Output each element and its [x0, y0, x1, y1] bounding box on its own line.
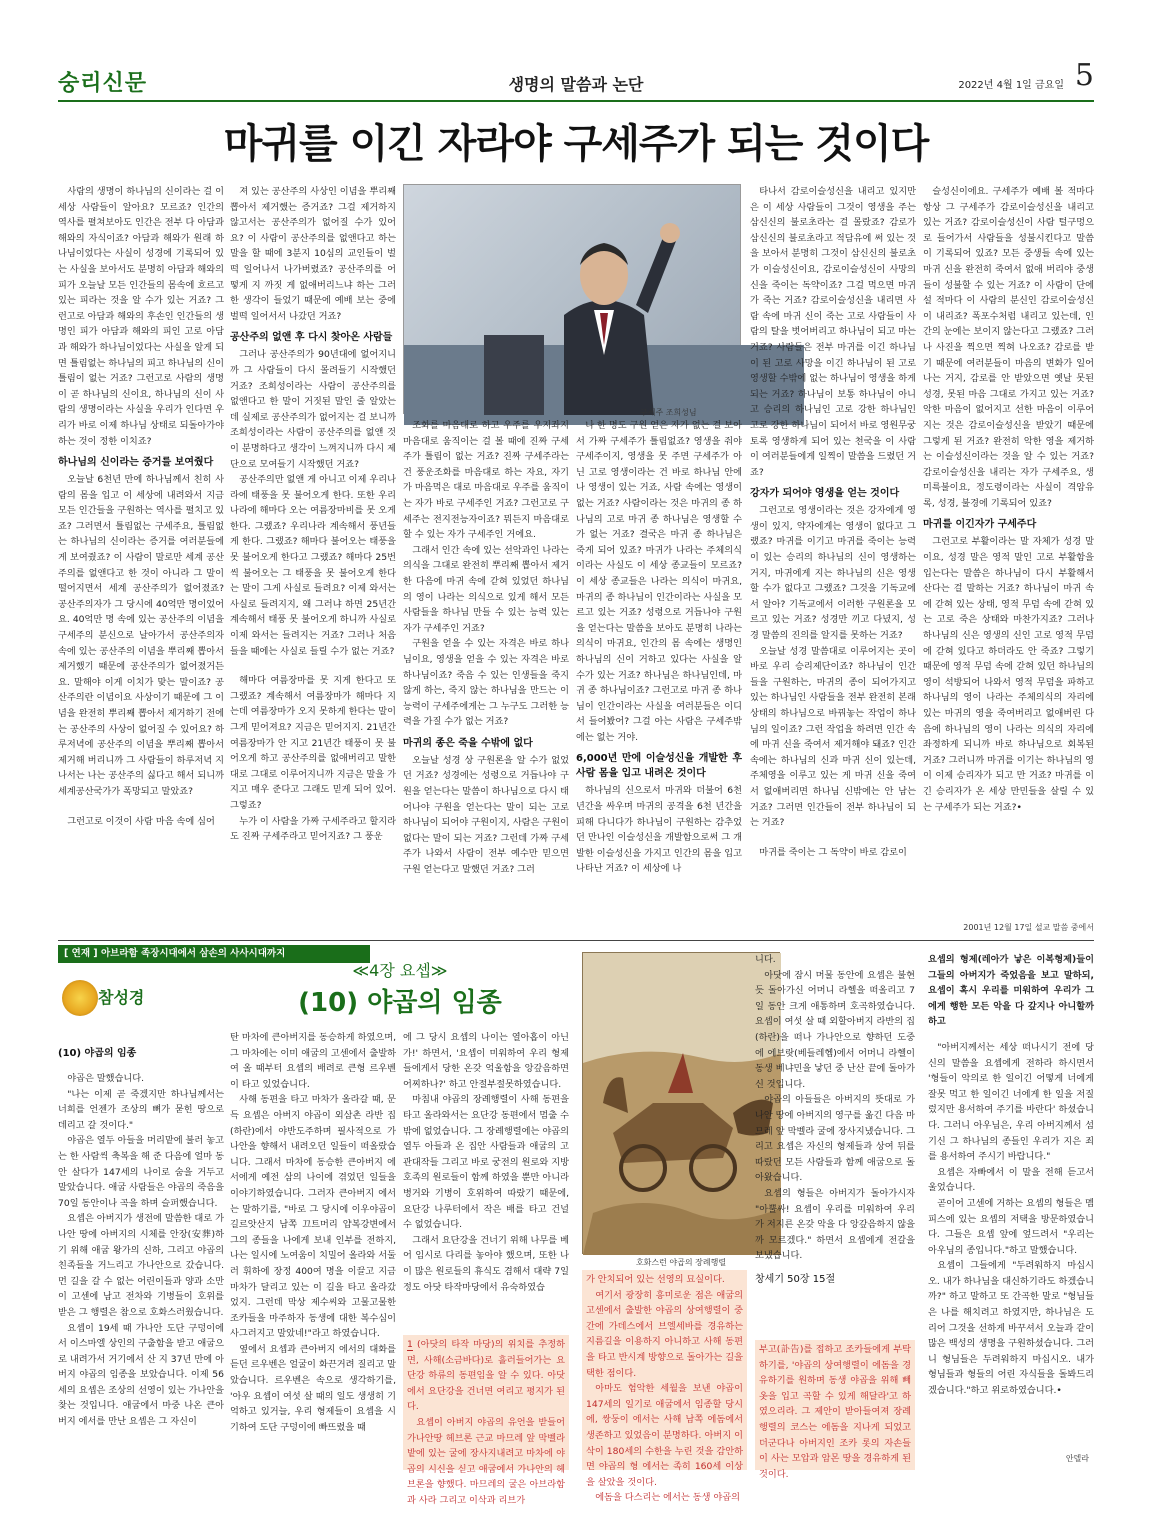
- footnote-text: (아닷의 타작 마당)의 위치를 추정하면, 사해(소금바다)로 흘러들어가는 요단강 하류의 동편임을 알 수 있다. 아닷에서 요단강을 건너면 여리고 평지가 된다.: [407, 1339, 566, 1413]
- series-writer: 안델라: [1065, 1454, 1089, 1463]
- paragraph: 그런고로 부활이라는 말 자체가 성경 말이요, 성경 말은 영적 말인 고로 부활함을 입는다는 말씀은 하나님이 다시 부활해서 산다는 걸 말하는 거죠? 하나님이 마귀 속에 갇혀 있는 상태, 영적 무덤 속에 갇혀 있는 고로 죽은 상태와 마찬가지죠? 그러나 하나님의 신은 영생의 신인 고로 영적 무덤에 갇혀 있다고 하더라도 안 죽죠? 그렇기 때문에 영적 무덤 속에 갇혀 있던 하나님의 영이 석방되어 나와서 영적 무덤을 파하고 하나님의 영이 나라는 주체의식의 자리에 있는 마귀의 영을 죽여버리고 없애버린 다음에 하나님의 영이 나라는 의식의 자리에 좌정하게 되니까 바로 하나님으로 회복된 거죠? 그러니까 마귀를 이기는 하나님의 영이 이제 승리자가 되고 만 거죠? 마귀를 이긴 승리자가 온 세상 만민들을 살릴 수 있는 구세주가 되는 거죠?•: [923, 536, 1094, 813]
- series-column-6: [928, 952, 1094, 1452]
- series-column-5: [755, 952, 915, 1332]
- paragraph: 아닷에 잠시 머물 동안에 요셉은 불현듯 돌아가신 어머니 라헬을 떠올리고 7일 동안 크게 애통하며 호곡하였습니다. 요셉이 여섯 살 때 외할아버지 라반의 집(하란)을 떠나 가나안으로 향하던 도중에 에브랏(베들레헴)에서 어머니 라헬이 동생 베냐민을 낳던 중 난산 끝에 돌아가신 것입니다.: [755, 969, 915, 1090]
- speaker-figure: [524, 195, 684, 415]
- article-column-6: [923, 184, 1094, 919]
- painting-image: [583, 953, 781, 1255]
- paragraph: "나는 이제 곧 죽겠지만 하나님께서는 너희를 언젠가 조상의 뼈가 묻힌 땅으로 데리고 갈 것이다.": [58, 1088, 224, 1131]
- paragraph: 하나님의 신으로서 마귀와 더불어 6천 년간을 싸우며 마귀의 공격을 6천 년간을 피해 다니다가 하나님이 구원하는 감추었던 만나인 이슬성신을 개발함으로써 그 개발한 이슬성신을 가지고 인간의 몸을 입고 나타난 거죠? 이 세상에 나: [576, 785, 742, 875]
- subheading: 6,000년 만에 이슬성신을 개발한 후 사람 몸을 입고 내려온 것이다: [576, 753, 742, 780]
- paragraph: 져 있는 공산주의 사상인 이념을 뿌리째 뽑아서 제거했는 증거죠? 그걸 제거하지 않고서는 공산주의가 없어질 수가 있어요? 이 사람이 공산주의를 없앤다고 하는 말을 할 때에 3분지 10심의 교인들이 벌떡 일어나서 나가버렸죠? 공산주의를 어떻게 지 까짓 게 없애버리느냐 하는 그러한 생각이 들었기 때문에 예배 보는 중에 벌떡 일어서서 나갔던 거죠?: [230, 186, 396, 322]
- series-banner: [ 연재 ] 아브라함 족장시대에서 삼손의 사사시대까지: [58, 945, 370, 963]
- paragraph: 야곱은 말했습니다.: [67, 1073, 145, 1084]
- scripture-reference: 창세기 50장 15절: [755, 1273, 836, 1285]
- paragraph: 공산주의만 없앤 게 아니고 이제 우리나라에 태풍을 못 불어오게 한다. 또한 우리나라에 해마다 오는 여름장마비를 못 오게 한다. 그랬죠? 우리나라 계속해서 풍년들게 한다. 그랬죠? 해마다 불어오는 태풍을 못 불어오게 한다고 그랬죠? 해마다 25번씩 불어오는 그 태풍을 못 불어오게 한다는 말이 그게 사실로 들려요? 이제 와서는 사실로 들려지지, 왜 그러냐 하면 25년간 계속해서 태풍 못 불어오게 하니까 사실로 이제 와서는 들려지는 거죠? 그러나 처음 들을 때에는 사실로 들릴 수가 없는 거죠?: [230, 474, 396, 657]
- paragraph: 그런고로 영생이라는 것은 강자에게 영생이 있지, 약자에게는 영생이 없다고 그랬죠? 마귀를 이기고 마귀를 죽이는 능력이 있는 승리의 하나님의 신이 영생하는 거지, 마귀에게 지는 하나님의 신은 영생할 수가 없다고 그랬죠? 그것을 기독교에서 알아? 기독교에서 이러한 구원론을 모르고 있는 거죠? 성경만 끼고 다녔지, 성경 말씀의 진의를 알지를 못하는 거죠?: [750, 505, 916, 642]
- headline: 마귀를 이긴 자라야 구세주가 되는 것이다: [223, 121, 929, 167]
- footnote-box: [403, 1335, 569, 1506]
- paragraph: 마침내 야곱의 장례행렬이 사해 동편을 타고 올라와서는 요단강 동편에서 멈출 수밖에 없었습니다. 그 장례행렬에는 야곱의 열두 아들과 온 집안 사람들과 애굽의 고관대작들 그리고 바로 궁전의 원로와 지방 호족의 원로들이 함께 하였을 뿐만 아니라 병거와 기병이 호위하여 따랐기 때문에, 요단강 나루터에서 작은 배를 타고 건널 수 없었습니다.: [403, 1094, 569, 1231]
- paragraph: 해마다 여름장마를 못 지게 한다고 또 그랬죠? 계속해서 여름장마가 해마다 지는데 여름장마가 오지 못하게 한다는 말이 그게 믿어져요? 지금은 믿어지지. 21년간 여름장마가 안 지고 21년간 태풍이 못 불어오게 하고 공산주의를 없애버리고 말한 대로 그대로 이루어지니까 지금은 말을 가지고 매우 준다고 그래도 믿게 되어 있어. 그렇죠?: [230, 675, 396, 811]
- article-column-5: [750, 184, 916, 939]
- paragraph: 야곱은 열두 아들을 머리맡에 불러 놓고는 한 사람씩 축복을 해 준 다음에 얼마 동안 살다가 147세의 나이로 숨을 거두고 말았습니다. 애굽 사람들은 야곱의 죽음을 70일 동안이나 곡을 하며 슬퍼했습니다.: [58, 1135, 224, 1209]
- series-column-2: [230, 1030, 396, 1470]
- paper-name: 숭리신문: [58, 71, 148, 96]
- paragraph: 그래서 요단강을 건너기 위해 나무를 베어 임시로 다리를 놓아야 했으며, 또한 나이 많은 원로들의 휴식도 겸해서 대략 7일 정도 아닷 타작마당에서 유숙하였습: [403, 1234, 569, 1293]
- paragraph: 가 안치되어 있는 선영의 묘실이다.: [586, 1274, 725, 1285]
- top-rule: [58, 100, 1094, 102]
- article-column-3: [403, 418, 569, 939]
- issue-date: 2022년 4월 1일 금요일: [958, 80, 1064, 91]
- footnote-number: 1: [407, 1339, 413, 1350]
- paragraph: 누가 이 사람을 가짜 구세주라고 할지라도 진짜 구세주라고 믿어지죠? 그 풍운: [230, 815, 396, 843]
- paragraph: 사람의 생명이 하나님의 신이라는 걸 이 세상 사람들이 알아요? 모르죠? 인간의 역사를 펼쳐보아도 인간은 전부 다 아담과 해와의 자식이죠? 아담과 해와가 원래 하나님이었다는 사실이 성경에 기록되어 있는 사실을 보아서도 분명히 아담과 해와의 피가 오늘날 모든 인간들의 몸속에 흐르고 있는 피라는 것을 알 수가 있는 거죠? 그런고로 아담과 해와의 후손인 인간들의 생명인 피가 아담과 해와의 피인 고로 아담과 해와가 하나님이었다는 사실을 알게 되면 틀림없는 하나님의 피고 하나님의 신이 틀림이 없는 거죠? 그런고로 사람의 생명이 곧 하나님의 신이요, 하나님의 신이 사람의 생명이라는 사실을 우리가 인다면 우리가 바로 이제 하나님 상태로 되돌아가야 하는 것이 정한 이치죠?: [58, 186, 224, 447]
- series-title: (10) 야곱의 임종: [298, 988, 502, 1018]
- article-column-4: [576, 418, 742, 939]
- paragraph: 그래서 인간 속에 있는 선악과인 나라는 의식을 그대로 완전히 뿌리째 뽑아서 제거한 다음에 마귀 속에 갇혀 있었던 하나님의 영이 나라는 의식으로 있게 해서 모든 사람들을 하나님 만들 수 있는 능력 있는 자가 구세주인 거죠?: [403, 544, 569, 634]
- paragraph: 에돔을 다스리는 에서는 동생 야곱의: [595, 1492, 740, 1504]
- paragraph: 마귀를 죽이는 그 독약이 바로 감로이: [759, 846, 907, 858]
- paragraph: 아마도 험악한 세월을 보낸 야곱이 147세의 일기로 애굽에서 임종할 당시에, 쌍둥이 에서는 사해 남쪽 에돔에서 생존하고 있었음이 분명하다. 아버지 이삭이 180세의 수한을 누린 것을 감안하면 야곱의 형 에서는 족히 160세 이상을 살았을 것이다.: [586, 1383, 743, 1488]
- series-column-1: [58, 1040, 224, 1470]
- paragraph: 곧이어 고센에 거하는 요셉의 형들은 멤피스에 있는 요셉의 저택을 방문하였습니다. 그들은 요셉 앞에 엎드려서 "우리는 아우님의 종입니다."하고 말했습니다.: [928, 1197, 1094, 1256]
- paragraph: 그러나 공산주의가 90년대에 없어지니까 그 사람들이 다시 몰려들기 시작했던 거죠? 조희성이라는 사람이 공산주의를 없앤다고 한 말이 거짓된 말인 줄 알았는데 실제로 공산주의가 없어지는 걸 보니까 조희성이라는 사람이 공산주의를 없앤 것이 분명하다고 생각이 느껴지니까 다시 제단으로 모여들기 시작했던 거죠?: [230, 349, 396, 470]
- paragraph: 요셉의 형들은 아버지가 돌아가시자 "아뿔싸! 요셉이 우리를 미워하여 우리가 저지른 온갖 악을 다 앙갚음하지 않을까 모르겠다." 하면서 요셉에게 전갈을 보냈습니다.: [755, 1187, 915, 1262]
- paragraph: 조화를 마음대로 하고 우주를 우지좌지 마음대로 움직이는 걸 볼 때에 진짜 구세주가 틀림이 없는 거죠? 진짜 구세주라는 건 풍운조화를 마음대로 하는 자요, 자기가 마음먹은 대로 마음대로 우주를 움직이는 자가 바로 구세주인 거죠? 그런고로 구세주는 전지전능자이죠? 뭐든지 마음대로 할 수 있는 자가 구세주인 거에요.: [403, 420, 569, 541]
- sermon-signature: 2001년 12월 17일 설교 말씀 중에서: [963, 923, 1094, 932]
- subheading: 하나님의 신이라는 증거를 보여줬다: [58, 457, 214, 469]
- paragraph: 오늘날 성경 상 구원론을 알 수가 없었던 거죠? 성경에는 성령으로 거듭나야 구원을 얻는다는 말씀이 하나님으로 다시 태어나야 구원을 얻는다는 말이 되는 고로 하나님이 되어야 구원이지, 사람은 구원이 없다는 말이 되는 거죠? 그런데 가짜 구세주가 나와서 사람이 전부 예수만 믿으면 구원 얻는다고 말했던 거죠? 그러: [403, 754, 569, 876]
- paragraph: 요셉은 자빠에서 이 말을 전해 듣고서 울었습니다.: [928, 1166, 1094, 1194]
- paragraph: 요셉이 그들에게 "두려워하지 마십시오. 내가 하나님을 대신하기라도 하겠습니까?" 하고 말하고 또 간곡한 말로 "형님들은 나를 해치려고 하였지만, 하나님은 도리어 그것을 선하게 바꾸셔서 오늘과 같이 많은 백성의 생명을 구원하셨습니다. 그러니 형님들은 두려워하지 마십시오. 내가 형님들과 형들의 어린 자식들을 돌봐드리겠습니다."하고 위로하였습니다.•: [928, 1260, 1094, 1397]
- paragraph: 타나서 감로이슬성신을 내리고 있지만은 이 세상 사람들이 그것이 영생을 주는 삼신신의 불로초라는 걸 몰랐죠? 감로가 삼신신의 불로초라고 적담유에 써 있는 것을 보아서 분명히 그것이 삼신신의 불로초가 이슬성신이요, 감로이슬성신이 사망의 신을 죽이는 독약이죠? 그걸 먹으면 마귀가 죽는 거죠? 감로이슬성신을 내리면 사람 속에 마귀 신이 죽는 고로 사람들이 사람의 탈을 벗어버리고 하나님이 되고 마는 거죠? 사람들은 전부 마귀를 이긴 하나님이 된 고로 사망을 이긴 하나님이 된 고로 영생할 수밖에 없는 하나님이 영생을 하게 되는 거죠? 하나님이 보통 하나님이 아니고 승리의 하나님인 고로 강한 하나님인 고로 강한 하나님이 되어서 바로 영원무궁토록 영생하게 되어 있는 천국을 이 사람이 여러분들에게 일찍이 말씀을 드렸던 거죠?: [750, 186, 916, 478]
- funeral-procession-painting: [582, 952, 780, 1254]
- paragraph: 오늘날 6천년 만에 하나님께서 친히 사람의 몸을 입고 이 세상에 내려와서 지금 모든 인간들을 구원하는 역사를 펼치고 있죠? 그러면서 틀림없는 구세주요, 틀림없는 하나님의 신이라는 증거를 여러분들에게 보여줬죠? 이 사람이 말로만 세계 공산주의를 없앤다고 한 것이 아니라 그 말이 떨어지면서 세계 공산주의가 없어졌죠? 공산주의자가 그 당시에 40억만 명이었어요. 40억만 명 속에 있는 공산주의 이념을 구세주의 분신으로 날아가서 공산주의자 속에 있는 공산주의 이념을 뿌리째 뽑아서 제거했기 때문에 공산주의가 없어졌거든요. 말해야 이게 이치가 맞는 말이죠? 공산주의란 이념이요 사상이기 때문에 그 이념을 완전히 뿌리째 뽑아서 제거하기 전에는 공산주의 사상이 없어질 수 있어요? 하루저녁에 공산주의 이념을 뿌리째 뽑아서 제거해 버리니까 그 사람들이 하루저녁 지나서는 나는 공산주의 싫다고 해서 되니까 세계공산국가가 폭망되고 말았죠?: [58, 474, 224, 797]
- paragraph: 구원을 얻을 수 있는 자격은 바로 하나님이요, 영생을 얻을 수 있는 자격은 바로 하나님이죠? 죽음 수 있는 인생들을 죽지 않게 하는, 죽지 않는 하나님을 만드는 이 능력이 구세주에게는 그 누구도 그러한 능력을 가질 수가 없는 거죠?: [403, 638, 569, 728]
- photo-caption: 구세주 조희성님: [640, 408, 697, 417]
- masthead: [58, 58, 1094, 96]
- subheading: (10) 야곱의 임종: [58, 1048, 137, 1059]
- series-column-3: [403, 1030, 569, 1330]
- paragraph: 요셉은 아버지가 생전에 말씀한 대로 가나안 땅에 아버지의 시체를 안장(安葬)하기 위해 애굽 왕가의 신하, 그리고 야곱의 친족들을 거느리고 가나안으로 갔습니다. 먼 길을 갈 수 없는 어린이들과 양과 소만이 고센에 남고 전차와 기병들이 호위를 받은 그 행렬은 참으로 호화스러웠습니다.: [58, 1213, 224, 1318]
- paragraph: 여기서 광장히 흥미로운 점은 애굽의 고센에서 출발한 야곱의 상여행렬이 중간에 가데스에서 브엘세바를 경유하는 지름길을 이용하지 아니하고 사해 동편을 타고 반시계 방향으로 돌아가는 길을 택한 점이다.: [586, 1289, 743, 1379]
- paragraph: 오늘날 성경 말씀대로 이루어지는 곳이 바로 우리 승리제단이죠? 하나님이 인간들을 구원하는, 마귀의 종이 되어가지고 있는 하나님인 사람들을 전부 완전히 본래 상태의 하나님으로 바꿔놓는 작업이 하나님의 일이죠? 그런 작업을 하려면 인간 속에 마귀 신을 죽여서 제거해야 돼죠? 인간 속에는 하나님의 신과 마귀 신이 있는데, 주체영을 이루고 있는 게 마귀 신을 죽여서 없애버리면 하나님 신밖에는 안 남는 거죠? 그러면 인간들이 전부 하나님이 되는 거죠?: [750, 645, 916, 829]
- series-author: 참성경: [98, 988, 145, 1007]
- chapter-title: ≪4장 요셉≫: [352, 961, 448, 980]
- article-column-1: [58, 184, 224, 939]
- painting-caption: 호화스런 야곱의 장례행렬: [635, 1258, 727, 1267]
- speaker-photo: [403, 184, 741, 414]
- subheading: 마귀를 이긴자가 구세주다: [923, 519, 1037, 531]
- subheading: 강자가 되어야 영생을 얻는 것이다: [750, 488, 900, 500]
- footnote: [407, 1337, 565, 1415]
- quote-paragraph: 요셉의 형제(레아가 낳은 이복형제)들이 그들의 아버지가 죽었음을 보고 말하되, 요셉이 혹시 우리를 미워하여 우리가 그에게 행한 모든 악을 다 갚지나 아니할까 하고: [928, 954, 1094, 1028]
- subheading: 마귀의 종은 죽을 수밖에 없다: [403, 737, 533, 749]
- paragraph: 그런고로 이것이 사람 마음 속에 심어: [67, 815, 215, 827]
- paragraph: 야곱의 아들들은 아버지의 뜻대로 가나안 땅에 아버지의 영구를 옮긴 다음 마므레 앞 막벨라 굴에 장사지냈습니다. 그리고 요셉은 자신의 형제들과 상여 뒤를 따랐던 모든 사람들과 함께 애굽으로 돌아왔습니다.: [755, 1094, 915, 1184]
- page-number: 5: [1074, 58, 1094, 93]
- series-column-4: [582, 1270, 747, 1504]
- paragraph: 슬성신이에요. 구세주가 예배 볼 적마다 항상 그 구세주가 감로이슬성신을 내리고 있는 거죠? 감로이슬성신이 사람 털구멍으로 들어가서 사람들을 성불시킨다고 말씀이 기록되어 있죠? 모든 중생들 속에 있는 마귀 신을 완전히 죽여서 없애 버리야 중생들이 성불할 수 있는 거죠? 이 사람이 단에 설 적마다 이 사람의 분신인 감로이슬성신이 내리죠? 폭포수처럼 내리고 있는데, 인간의 눈에는 보이지 않는다고 그랬죠? 그러나 사진을 찍으면 찍혀 나오죠? 감로를 받기 때문에 여러분들이 마음의 변화가 일어나는 거지, 감로를 안 받았으면 옛날 못된 성경, 못된 마음 그대로 가지고 있는 거죠? 악한 마음이 없어지고 선한 마음이 이루어지는 것은 감로이슬성신을 받았기 때문에 그렇게 된 거죠? 완전히 악한 영을 제거하는 이슬성신이라는 것을 알 수 있는 거죠? 감로이슬성신을 내리는 자가 구세주요, 생미륵불이요, 정도령이라는 사실이 격암유록, 성경, 불경에 기록되어 있죠?: [923, 186, 1094, 509]
- sun-logo-icon: [62, 980, 98, 1016]
- sidebar-note: [755, 1340, 915, 1480]
- paragraph: 옆에서 요셉과 큰아버지 에서의 대화를 듣던 르우벤은 얼굴이 화끈거려 질리고 말았습니다. 르우벤은 속으로 생각하기를, '아우 요셉이 여섯 살 때의 일도 생생히 기억하고 있거늘, 우리 형제들이 요셉을 시기하여 도단 구덩이에 빠뜨렸을 때: [230, 1343, 396, 1433]
- paragraph: 나 한 명도 구원 얻은 자가 없는 걸 보아서 가짜 구세주가 틀림없죠? 영생을 줘야 구세주이지, 영생을 못 주면 구세주가 아닌 고로 영생이라는 건 바로 하나님 안에나 영생이 있는 거죠, 사람 속에는 영생이 없는 거죠? 사람이라는 것은 마귀의 종 하나님의 고로 마귀 종 하나님은 영생할 수가 없는 거죠? 결국은 마귀 종 하나님은 죽게 되어 있죠? 마귀가 나라는 주체의식이라는 사실도 이 세상 종교들이 모르죠? 이 세상 종교들은 나라는 의식이 마귀요, 마귀의 종 하나님이 인간이라는 사실을 모르고 있는 거죠? 성령으로 거듭나야 구원을 얻는다는 말씀을 보아도 분명히 나라는 의식이 마귀요, 인간의 몸 속에는 생명인 하나님의 신이 거하고 있다는 사실을 알 수가 있는 거죠? 하나님은 하나님인데, 마귀 종 하나님이죠? 그런고로 마귀 종 하나님이 인간이라는 사실을 여러분들은 이디서 들어봤어? 그걸 아는 사람은 구세주밖에는 없는 거야.: [576, 420, 742, 743]
- paragraph: 에 그 당시 요셉의 나이는 열아홉이 아닌가!' 하면서, '요셉이 미워하여 우리 형제들에게서 당한 온갖 억울함을 앙갚음하면 어찌하나?' 하고 안절부절못하였습니다.: [403, 1032, 569, 1090]
- section-title: 생명의 말씀과 논단: [508, 75, 644, 94]
- section-divider: [58, 940, 1094, 941]
- paragraph: 탄 마차에 큰아버지를 동승하게 하였으며, 그 마차에는 이미 애굽의 고센에서 출발하여 올 때부터 요셉의 배려로 큰형 르우벤이 타고 있었습니다.: [230, 1032, 396, 1090]
- paragraph: "아버지께서는 세상 떠나시기 전에 당신의 말씀을 요셉에게 전하라 하시면서 '형들이 악의로 한 일이긴 어떻게 너에게 잘못 먹고 한 일이긴 너에게 한 일을 저질렀지만 용서하여 주기를 바란다' 하셨습니다. 그러니 아우님은, 우리 아버지께서 섬기신 그 하나님의 종들인 우리가 지은 죄를 용서하여 주시기 바랍니다.": [928, 1041, 1094, 1163]
- paragraph: 니다.: [755, 954, 776, 965]
- paragraph: 부고(訃告)를 접하고 조카들에게 부탁하기를, '야곱의 상여행렬이 에돔을 경유하기를 원하며 동생 야곱을 위해 빼옷을 입고 곡할 수 있게 해달라'고 하였으리라. 그 제안이 받아들여져 장례행렬의 코스는 에돔을 지나게 되었고 더군다나 아버지인 조카 롯의 자손들이 사는 모압과 암몬 땅을 경유하게 된 것이다.: [759, 1344, 911, 1480]
- subheading: 공산주의 없앤 후 다시 찾아온 사람들: [230, 332, 393, 344]
- paragraph: 요셉이 19세 때 가나안 도단 구덩이에서 이스마엘 상인의 구출함을 받고 애굽으로 내려가서 거기에서 산 지 37년 만에 아버지 야곱의 임종을 보았습니다. 이제 56세의 요셉은 조상의 선영이 있는 가나안을 찾는 것입니다. 애굽에서 마중 나온 큰아버지 에서를 만난 요셉은 그 자신이: [58, 1322, 224, 1428]
- footnote-continued: 요셉이 아버지 야곱의 유언을 받들어 가나안땅 헤브론 근교 마므레 앞 막벨라 밭에 있는 굴에 장사지내려고 마차에 야곱의 시신을 싣고 애굽에서 가나안의 헤브론을 향했다. 마므레의 굴은 아브라함과 사라 그리고 이삭과 리브가: [407, 1416, 565, 1506]
- article-column-2: [230, 184, 396, 939]
- paragraph: 사해 동편을 타고 마차가 올라갈 때, 문득 요셉은 아버지 야곱이 외삼촌 라반 집(하란)에서 야반도주하며 필사적으로 가나안을 향해서 내려오던 일들이 떠올랐습니다. 그래서 마차에 동승한 큰아버지 에서에게 예전 삼의 나이에 겪었던 일들을 이야기하였습니다. 그러자 큰아버지 에서는 말하기를, "바로 그 당시에 이우야곱이 길르앗산지 남쪽 끄트머리 얍복강변에서 그의 종들을 나에게 보내 인부를 전하지, 나는 일시에 노여움이 치밀어 올라와 서둘러 휘하에 장정 400여 명을 이끌고 지금 마차가 달리고 있는 이 길을 타고 올라갔었지. 그런데 막상 제수씨와 고물고물한 조카들을 마주하자 동생에 대한 복수심이 사그러지고 말았네!"라고 하였습니다.: [230, 1094, 396, 1340]
